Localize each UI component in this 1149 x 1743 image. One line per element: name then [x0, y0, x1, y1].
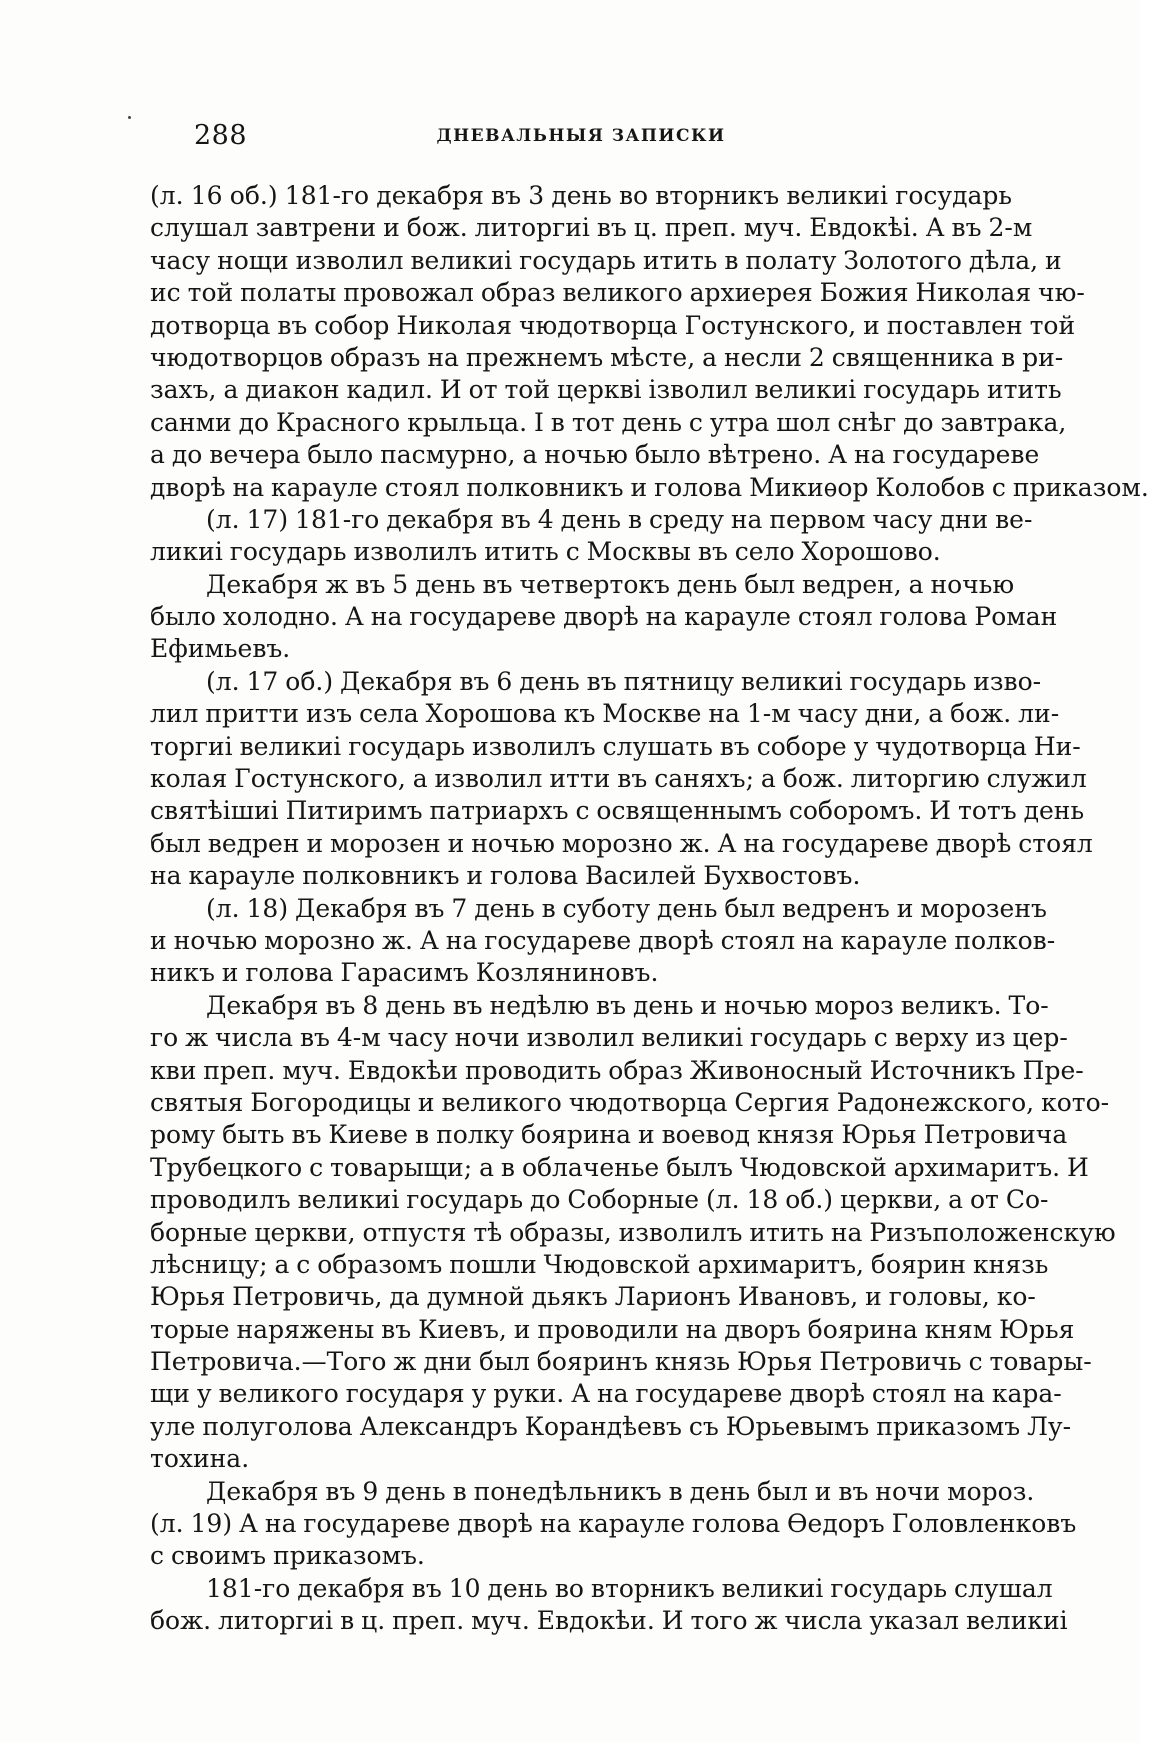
- text-line: Петровича.—Того ж дни был бояринъ князь Юрья Петровичь с товары-: [150, 1347, 1092, 1377]
- paragraph: [150, 180, 1149, 504]
- text-line: дворѣ на карауле стоял полковникъ и голова Микиѳор Колобов с приказом.: [150, 472, 1149, 502]
- text-line: Декабря въ 9 день в понедѣльникъ в день был и въ ночи мороз.: [206, 1476, 1035, 1506]
- text-line: был ведрен и морозен и ночью морозно ж. А на государеве дворѣ стоял: [150, 828, 1093, 858]
- paragraph: [150, 569, 1058, 666]
- text-line: го ж числа въ 4-м часу ночи изволил великиі государь с верху из цер-: [150, 1023, 1068, 1053]
- text-line: дотворца въ собор Николая чюдотворца Гостунского, и поставлен той: [150, 310, 1076, 340]
- text-line: (л. 17 об.) Декабря въ 6 день въ пятницу великиі государь изво-: [206, 666, 1042, 696]
- text-line: Ефимьевъ.: [150, 634, 291, 664]
- text-line: (л. 17) 181-го декабря въ 4 день в среду на первом часу дни ве-: [206, 504, 1033, 534]
- text-line: бож. литоргиі в ц. преп. муч. Евдокѣи. И того ж числа указал великиі: [150, 1606, 1068, 1636]
- text-line: Декабря въ 8 день въ недѣлю въ день и ночью мороз великъ. То-: [206, 990, 1049, 1020]
- running-title: ДНЕВАЛЬНЫЯ ЗАПИСКИ: [436, 126, 726, 146]
- text-line: захъ, а диакон кадил. И от той церкві ізволил великиі государь итить: [150, 375, 1062, 405]
- text-line: святыя Богородицы и великого чюдотворца Сергия Радонежского, кото-: [150, 1087, 1110, 1117]
- text-line: проводилъ великиі государь до Соборные (л. 18 об.) церкви, а от Со-: [150, 1185, 1049, 1215]
- text-line: Трубецкого с товарыщи; а в облаченье былъ Чюдовской архимаритъ. И: [150, 1152, 1089, 1182]
- text-line: санми до Красного крыльца. І в тот день с утра шол снѣг до завтрака,: [150, 407, 1067, 437]
- text-line: рому быть въ Киеве в полку боярина и воевод князя Юрья Петровича: [150, 1120, 1068, 1150]
- text-line: с своимъ приказомъ.: [150, 1541, 425, 1571]
- text-line: (л. 16 об.) 181-го декабря въ 3 день во вторникъ великиі государь: [150, 181, 1012, 210]
- text-line: а до вечера было пасмурно, а ночью было вѣтрено. А на государеве: [150, 440, 1040, 470]
- text-line: щи у великого государя у руки. А на государеве дворѣ стоял на кара-: [150, 1379, 1062, 1409]
- print-speck: [128, 116, 131, 119]
- text-line: борные церкви, отпустя тѣ образы, изволилъ итить на Ризъположенскую: [150, 1217, 1116, 1247]
- text-line: торые наряжены въ Киевъ, и проводили на дворъ боярина кням Юрья: [150, 1314, 1075, 1344]
- paragraph: [150, 504, 1033, 569]
- text-line: слушал завтрени и бож. литоргиі въ ц. преп. муч. Евдокѣі. А въ 2-м: [150, 213, 1033, 243]
- paragraph: [150, 990, 1116, 1476]
- text-line: никъ и голова Гарасимъ Козляниновъ.: [150, 958, 659, 988]
- text-line: было холодно. А на государеве дворѣ на карауле стоял голова Роман: [150, 602, 1058, 632]
- text-line: 181-го декабря въ 10 день во вторникъ великиі государь слушал: [206, 1573, 1053, 1603]
- text-line: лил притти изъ села Хорошова къ Москве на 1-м часу дни, а бож. ли-: [150, 699, 1060, 729]
- paragraph: [150, 1476, 1077, 1573]
- page-number: 288: [194, 120, 248, 151]
- text-line: на карауле полковникъ и голова Василей Бухвостовъ.: [150, 861, 861, 891]
- text-line: чюдотворцов образъ на прежнемъ мѣсте, а несли 2 священника в ри-: [150, 342, 1064, 372]
- page-header: [150, 120, 1012, 160]
- text-line: святѣішиі Питиримъ патриархъ с освященнымъ соборомъ. И тотъ день: [150, 796, 1085, 826]
- text-line: торгиі великиі государь изволилъ слушать въ соборе у чудотворца Ни-: [150, 731, 1081, 761]
- paragraph: [150, 1573, 1068, 1638]
- text-line: ликиі государь изволилъ итить с Москвы въ село Хорошово.: [150, 537, 941, 567]
- text-line: колая Гостунского, а изволил итти въ саняхъ; а бож. литоргию служил: [150, 764, 1087, 794]
- paragraph: [150, 666, 1093, 893]
- text-line: лѣсницу; а с образомъ пошли Чюдовской архимаритъ, боярин князь: [150, 1249, 1049, 1279]
- body-text: [150, 180, 1149, 1638]
- text-line: (л. 18) Декабря въ 7 день в суботу день был ведренъ и морозенъ: [206, 893, 1047, 923]
- paragraph: [150, 893, 1056, 990]
- text-line: (л. 19) А на государеве дворѣ на карауле голова Ѳедоръ Головленковъ: [150, 1509, 1077, 1539]
- text-line: кви преп. муч. Евдокѣи проводить образ Живоносный Источникъ Пре-: [150, 1055, 1084, 1085]
- text-line: часу нощи изволил великиі государь итить в полату Золотого дѣла, и: [150, 245, 1062, 275]
- text-line: Декабря ж въ 5 день въ четвертокъ день был ведрен, а ночью: [206, 569, 1015, 599]
- text-line: уле полуголова Александръ Корандѣевъ съ Юрьевымъ приказомъ Лу-: [150, 1411, 1072, 1441]
- text-line: и ночью морозно ж. А на государеве дворѣ стоял на карауле полков-: [150, 925, 1056, 955]
- text-line: тохина.: [150, 1444, 250, 1474]
- text-line: Юрья Петровичь, да думной дьякъ Ларионъ Ивановъ, и головы, ко-: [150, 1282, 1036, 1312]
- text-line: ис той полаты провожал образ великого архиерея Божия Николая чю-: [150, 278, 1085, 308]
